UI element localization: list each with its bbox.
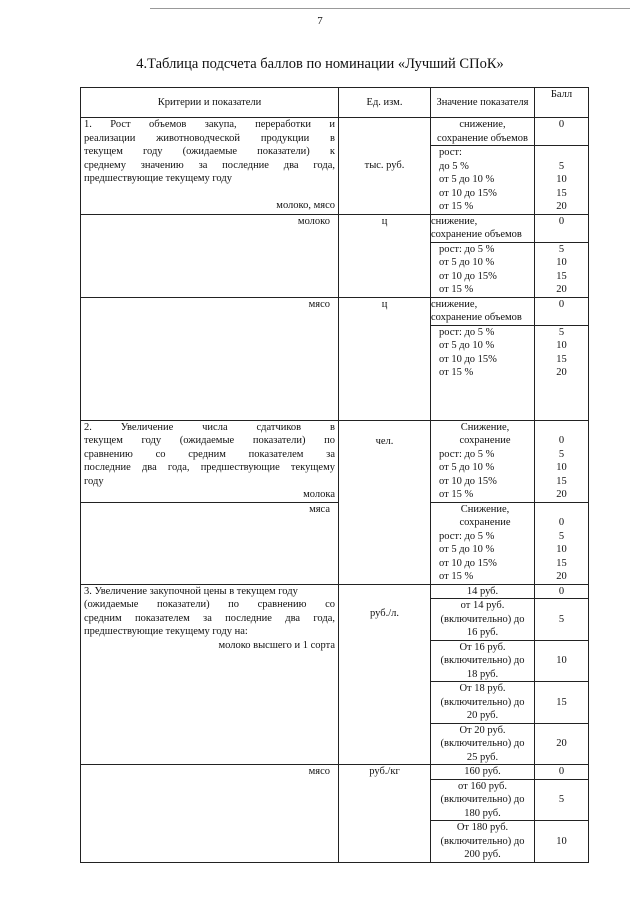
value-cell: От 180 руб. (включительно) до 200 руб.	[431, 821, 535, 863]
table-row	[81, 765, 589, 780]
unit-cell: руб./л.	[339, 584, 431, 765]
value-cell: Снижение, сохранение рост: до 5 % от 5 до 10 % от 10 до 15% от 15 %	[431, 420, 535, 502]
value-cell: от 14 руб. (включительно) до 16 руб.	[431, 599, 535, 641]
score-cell: 0 5 10 15 20	[535, 502, 589, 584]
score-cell: 0	[535, 214, 589, 242]
subitem-label: молоко высшего и 1 сорта	[218, 639, 335, 651]
criteria-cell: 2. Увеличение числа сдатчиков в текущем году (ожидаемые показатели) по сравнению со средним показателем за последние два года, предшествующие текущему году молока	[81, 420, 339, 502]
header-value: Значение показателя	[431, 88, 535, 118]
score-cell: 20	[535, 723, 589, 765]
unit-cell: ц	[339, 214, 431, 297]
subitem-label: молоко, мясо	[276, 200, 335, 211]
table-row	[81, 584, 589, 599]
header-unit: Ед. изм.	[339, 88, 431, 118]
value-cell: От 20 руб. (включительно) до 25 руб.	[431, 723, 535, 765]
value-cell: снижение, сохранение объемов	[431, 297, 535, 325]
score-cell: 0	[535, 118, 589, 146]
score-cell: 5	[535, 779, 589, 821]
value-cell: рост: до 5 % от 5 до 10 % от 10 до 15% от 15 %	[431, 325, 535, 420]
table-row	[81, 118, 589, 146]
score-cell: 0	[535, 765, 589, 780]
value-cell: От 18 руб. (включительно) до 20 руб.	[431, 682, 535, 724]
score-cell: 10	[535, 640, 589, 682]
document-title: 4.Таблица подсчета баллов по номинации «Лучший СПоК»	[136, 56, 504, 72]
criteria-cell: 1. Рост объемов закупа, переработки и реализации животноводческой продукции в текущем году (ожидаемые показатели) к среднему значению за последние два года, предшествующие текущему году молоко, мясо	[81, 118, 339, 215]
subitem-label: молоко	[81, 214, 339, 297]
value-cell: Снижение, сохранение рост: до 5 % от 5 до 10 % от 10 до 15% от 15 %	[431, 502, 535, 584]
subitem-label: молока	[303, 489, 335, 500]
unit-cell: руб./кг	[339, 765, 431, 863]
header-criteria: Критерии и показатели	[81, 88, 339, 118]
value-cell: 14 руб.	[431, 584, 535, 599]
score-cell: 5 10 15 20	[535, 325, 589, 420]
score-cell: 5 10 15 20	[535, 146, 589, 215]
score-cell: 5 10 15 20	[535, 242, 589, 297]
score-cell: 0	[535, 297, 589, 325]
unit-cell: ц	[339, 297, 431, 420]
table-header-row	[81, 88, 589, 118]
table-row	[81, 214, 589, 242]
value-cell: рост: до 5 % от 5 до 10 % от 10 до 15% от 15 %	[431, 146, 535, 215]
unit-cell: тыс. руб.	[339, 118, 431, 215]
page-number: 7	[317, 15, 323, 27]
subitem-label: мяса	[81, 502, 339, 584]
unit-cell: чел.	[339, 420, 431, 584]
subitem-label: мясо	[81, 297, 339, 420]
value-cell: рост: до 5 % от 5 до 10 % от 10 до 15% от 15 %	[431, 242, 535, 297]
score-cell: 0 5 10 15 20	[535, 420, 589, 502]
value-cell: 160 руб.	[431, 765, 535, 780]
score-cell: 15	[535, 682, 589, 724]
score-cell: 10	[535, 821, 589, 863]
score-cell: 5	[535, 599, 589, 641]
value-cell: снижение, сохранение объемов	[431, 118, 535, 146]
criteria-cell: 3. Увеличение закупочной цены в текущем году (ожидаемые показатели) по сравнению со средним показателем за последние два года, предшествующие текущему году на: молоко высшего и 1 сорта	[81, 584, 339, 765]
top-rule	[150, 8, 630, 9]
score-cell: 0	[535, 584, 589, 599]
table-row	[81, 297, 589, 325]
header-score: Балл	[535, 88, 589, 118]
value-cell: от 160 руб. (включительно) до 180 руб.	[431, 779, 535, 821]
criteria-table	[80, 87, 589, 863]
value-cell: От 16 руб. (включительно) до 18 руб.	[431, 640, 535, 682]
subitem-label: мясо	[81, 765, 339, 863]
table-row	[81, 502, 589, 584]
table-row	[81, 420, 589, 502]
value-cell: снижение, сохранение объемов	[431, 214, 535, 242]
